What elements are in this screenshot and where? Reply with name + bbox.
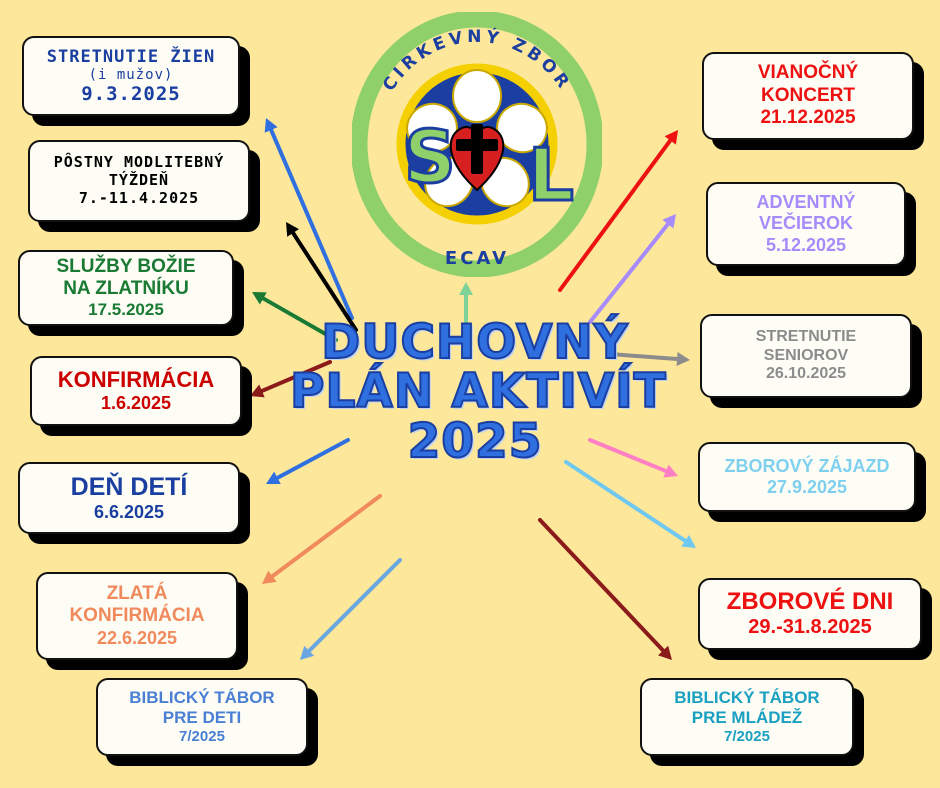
arrow-to-zlata-konfirmacia [272,496,380,576]
box-line-1: BIBLICKÝ TÁBOR [129,688,275,708]
box-den-deti[interactable] [18,462,240,534]
box-line-3: 22.6.2025 [96,627,178,648]
box-biblicky-tabor-pre-mladez[interactable] [640,678,854,756]
title-line-1: DUCHOVNÝ [321,315,629,370]
box-adventny-vecierok[interactable] [706,182,906,266]
box-line-1: ADVENTNÝ [756,192,856,213]
arrow-to-adventny-vecierok-head [662,214,676,229]
box-line-1: KONFIRMÁCIA [57,367,215,393]
box-line-2: KONFIRMÁCIA [69,605,205,627]
box-line-3: 5.12.2025 [765,234,847,255]
box-stretnutie-seniorov[interactable] [700,314,912,398]
box-konfirmacia[interactable] [30,356,242,426]
box-line-1: STRETNUTIE ŽIEN [46,46,216,67]
box-line-2: PRE DETI [162,708,242,728]
title-line-3: 2025 [407,413,543,469]
logo-top-text: CIRKEVNÝ ZBOR [379,26,575,95]
box-line-3: 7/2025 [179,728,225,746]
church-logo [352,12,602,277]
arrow-to-zborove-dni-head [681,535,696,548]
arrow-to-zlata-konfirmacia-head [262,571,277,584]
arrow-to-postny-tyzden-head [286,222,299,237]
box-line-3: 7/2025 [724,728,770,746]
arrow-to-zborove-dni [566,462,685,541]
box-line-1: PÔSTNY MODLITEBNÝ [53,153,225,172]
box-line-2: KONCERT [761,84,855,106]
box-zlata-konfirmacia[interactable] [36,572,238,660]
box-line-1: DEŇ DETÍ [70,472,188,501]
box-line-2: SENIOROV [763,346,849,364]
arrow-to-stretnutie-seniorov-head [677,352,690,366]
box-stretnutie-zien[interactable] [22,36,240,116]
box-line-2: PRE MLÁDEŽ [691,708,803,728]
arrow-to-biblicky-tabor-deti [309,560,400,651]
arrow-to-den-deti-head [266,472,281,484]
page-title [290,315,667,469]
box-line-2: 1.6.2025 [100,393,172,414]
box-sluzby-bozie-na-zlatniku[interactable] [18,250,234,326]
arrow-to-biblicky-tabor-mladez [540,520,663,651]
logo-letter-s: S [404,115,456,199]
box-line-2: NA ZLATNÍKU [63,277,189,299]
arrow-to-zborovy-zajazd-head [663,465,678,478]
logo-letter-l: L [528,133,574,217]
box-zborove-dni[interactable] [698,578,922,650]
box-line-2: TÝŽDEŇ [108,171,170,190]
arrow-to-vianocny-koncert-head [665,130,678,145]
box-line-1: VIANOČNÝ [757,62,859,84]
arrow-to-logo-head [459,282,473,295]
arrow-to-konfirmacia-head [250,384,265,397]
arrow-to-stretnutie-zien-head [265,118,278,133]
box-line-2: VEČIEROK [758,213,854,234]
logo-bottom-text: ECAV [444,248,510,269]
box-line-3: 17.5.2025 [88,300,164,320]
box-line-1: ZBOROVÝ ZÁJAZD [724,455,890,476]
box-line-3: 21.12.2025 [760,107,856,129]
box-line-3: 7.-11.4.2025 [78,188,200,207]
box-biblicky-tabor-pre-deti[interactable] [96,678,308,756]
arrow-to-biblicky-tabor-deti-head [300,646,314,660]
box-zborovy-zajazd[interactable] [698,442,916,512]
box-line-1: ZBOROVÉ DNI [726,588,894,616]
box-line-1: STRETNUTIE [755,327,857,345]
arrow-to-biblicky-tabor-mladez-head [658,646,672,660]
box-line-2: 6.6.2025 [93,502,165,523]
box-line-2: (i mužov) [88,66,174,83]
arrow-to-sluzby-bozie-head [252,292,267,305]
title-line-2: PLÁN AKTIVÍT [290,364,667,420]
box-line-1: ZLATÁ [106,582,168,604]
box-line-3: 26.10.2025 [765,365,847,383]
box-line-1: BIBLICKÝ TÁBOR [674,688,820,708]
box-line-2: 27.9.2025 [766,477,848,497]
box-line-3: 9.3.2025 [81,83,181,106]
box-vianocny-koncert[interactable] [702,52,914,140]
box-postny-modlitebny-tyzden[interactable] [28,140,250,222]
arrow-to-stretnutie-zien [271,130,352,318]
box-line-1: SLUŽBY BOŽIE [56,255,196,277]
box-line-2: 29.-31.8.2025 [748,616,872,639]
